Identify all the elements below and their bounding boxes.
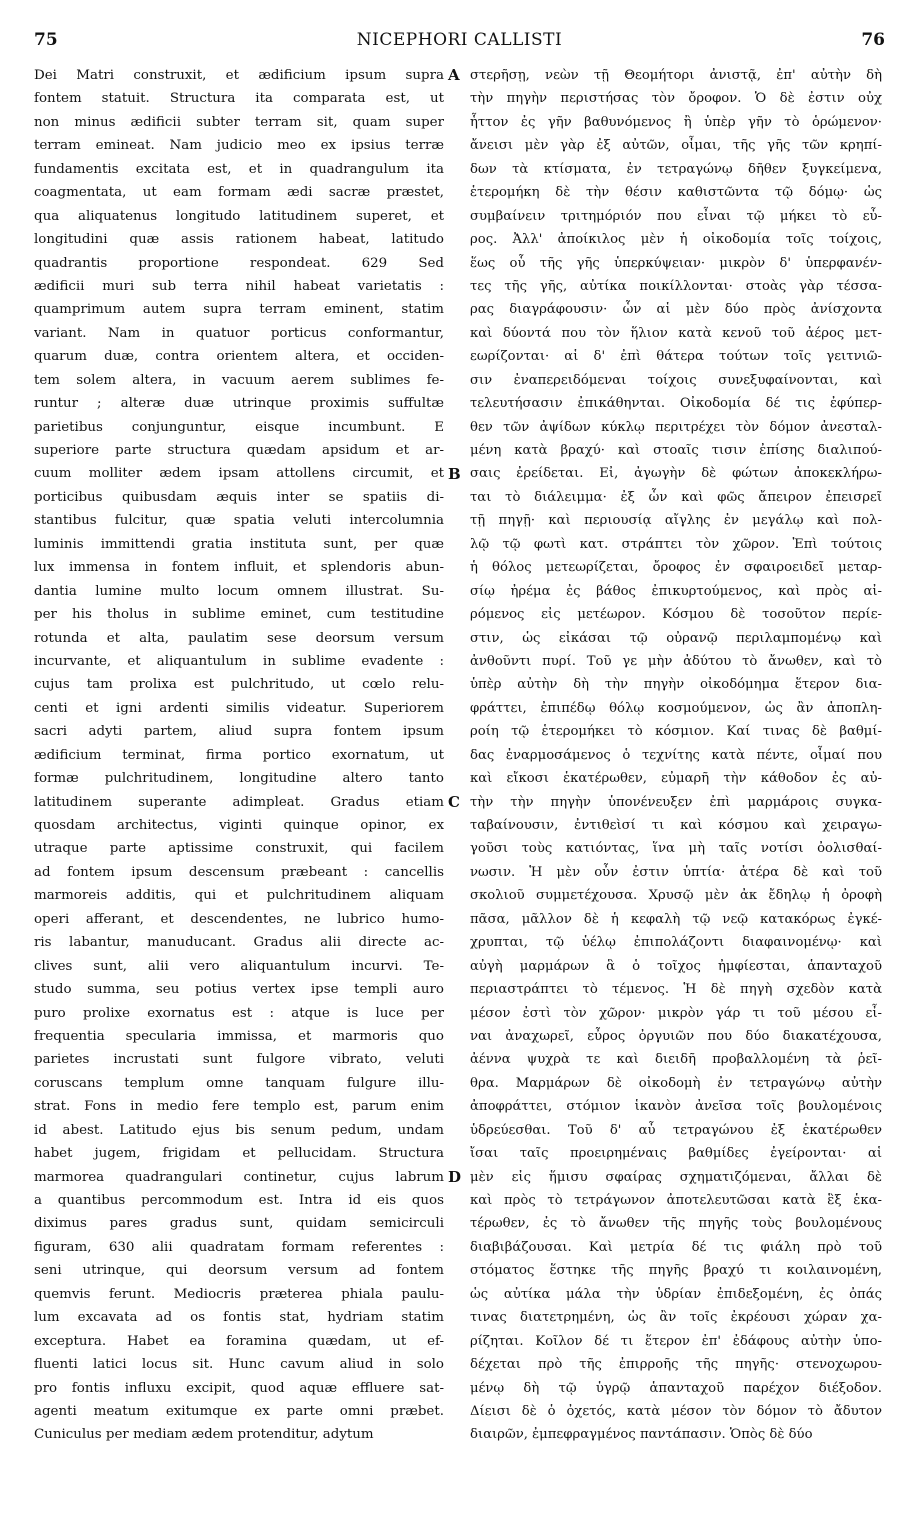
greek-text-line: δων τὰ κτίσματα, ἐν τετραγώνῳ δῆθεν ξυγκείμενα, (470, 161, 882, 177)
greek-column (470, 64, 882, 1447)
greek-text-line: λῷ τῷ φωτὶ κατ. στράπτει τὸν χῶρον. Ἐπὶ τούτοις (470, 536, 882, 552)
latin-text-line: luminis immittendi gratia instituta sunt, per quæ (34, 536, 444, 552)
running-title: NICEPHORI CALLISTI (356, 30, 563, 50)
greek-text-line: καὶ πρὸς τὸ τετράγωνον ἀποτελευτῶσαι κατὰ ἓξ ἑκα- (470, 1193, 882, 1208)
greek-text-line: ταβαίνουσιν, ἐντιθεὶσί τι καὶ κόσμου καὶ χειραγω- (470, 818, 882, 833)
greek-text-line: ἄνεισι μὲν γὰρ ἐξ αὐτῶν, οἶμαι, τῆς γῆς τῶν κρηπί- (470, 138, 882, 154)
latin-text-line: terram emineat. Nam judicio meo ex ipsius terræ (34, 138, 444, 154)
latin-text-line: Cuniculus per mediam ædem protenditur, adytum (34, 1427, 374, 1443)
latin-text-line: parietibus conjunguntur, eisque incumbunt. E (34, 419, 444, 435)
greek-text-line: περιαστράπτει τὸ τέμενος. Ἡ δὲ πηγὴ σχεδὸν κατὰ (470, 982, 882, 998)
latin-text-line: formæ pulchritudinem, longitudine altero tanto (34, 771, 444, 787)
latin-text-line: marmoreis additis, qui et pulchritudinem aliquam (34, 888, 444, 904)
greek-text-line: σίῳ ἠρέμα ἐς βάθος ἐπικυρτούμενος, καὶ πρὸς αἰ- (470, 583, 882, 599)
latin-text-line: clives sunt, alii vero aliquantulum incurvi. Te- (34, 958, 444, 974)
greek-text-line: αὐγὴ μαρμάρων ἃ ὁ τοῖχος ἠμφίεσται, ἁπανταχοῦ (470, 958, 882, 974)
greek-text-line: χρυπται, τῷ ὑέλῳ ἐπιπολάζοντι διαφαινομένῳ· καὶ (470, 935, 882, 951)
greek-text-line: ναι ἀναχωρεῖ, εὖρος ὀργυιῶν που δύο διακατέχουσα, (470, 1028, 882, 1044)
latin-text-line: puro prolixe exornatus est : atque is luce per (34, 1005, 444, 1021)
greek-text-line: ὡς αὐτίκα μάλα τὴν ὑδρίαν ἐπιδεξομένη, ἐς ὀπάς (470, 1286, 882, 1302)
latin-text-line: stantibus fulcitur, quæ spatia veluti intercolumnia (34, 513, 444, 529)
latin-text-line: quadrantis proportione respondeat. 629 Sed (34, 255, 444, 271)
latin-text-line: latitudinem superante adimpleat. Gradus etiam (34, 794, 444, 810)
greek-text-line: εωρίζονται· αἱ δ' ἐπὶ θάτερα τούτων τοῖς γειτνιῶ- (470, 349, 882, 365)
greek-text-line: νωσιν. Ἡ μὲν οὖν ἐστιν ὑπτία· ἀτέρα δὲ καὶ τοῦ (470, 864, 882, 880)
greek-text-line: θεν τῶν ἀψίδων κύκλῳ περιτρέχει τὸν δόμον ἀνεσταλ- (470, 419, 882, 435)
page-header (34, 30, 885, 60)
margin-letter: D (448, 1168, 462, 1187)
latin-text-line: diximus pares gradus sunt, quidam semicirculi (34, 1216, 444, 1232)
latin-text-line: strat. Fons in medio fere templo est, parum enim (34, 1099, 444, 1115)
latin-text-line: dantia lumine multo locum omnem illustrat. Su- (34, 583, 444, 599)
greek-text-line: ὑδρεύεσθαι. Τοῦ δ' αὖ τετραγώνου ἐξ ἑκατέρωθεν (470, 1122, 882, 1138)
greek-text-line: δας ἐναρμοσάμενος ὁ τεχνίτης κατὰ πέντε, οἶμαί που (470, 747, 882, 763)
latin-text-line: ad fontem ipsum descensum præbeant : cancellis (34, 864, 444, 880)
latin-text-line: operi afferant, et descendentes, ne lubrico humo- (34, 911, 444, 927)
latin-column (34, 64, 444, 1447)
latin-text-line: id abest. Latitudo ejus bis senum pedum, undam (34, 1122, 444, 1138)
greek-text-line: ἴσαι ταῖς προειρημέναις βαθμίδες ἐγείρονται· αἱ (470, 1146, 882, 1162)
greek-text-line: ἀποφράττει, στόμιον ἱκανὸν ἀνεῖσα τοῖς βουλομένοις (470, 1099, 882, 1115)
latin-text-line: quosdam architectus, viginti quinque opinor, ex (34, 818, 444, 833)
greek-text-line: ρόμενος εἰς μετέωρον. Κόσμου δὲ τοσοῦτον περίε- (470, 607, 882, 623)
latin-text-line: fontem statuit. Structura ita comparata est, ut (34, 91, 444, 107)
greek-text-line: διαβιβάζουσαι. Καὶ μετρία δέ τις φιάλη πρὸ τοῦ (470, 1239, 882, 1255)
latin-text-line: ædificii muri sub terra nihil habeat varietatis : (34, 278, 444, 294)
latin-text-line: parietes incrustati sunt fulgore vibrato, veluti (34, 1052, 444, 1068)
latin-text-line: seni utrinque, qui deorsum versum ad fontem (34, 1263, 444, 1279)
latin-text-line: habet jugem, frigidam et pellucidam. Structura (34, 1146, 444, 1162)
latin-text-line: tem solem altera, in vacuum aerem sublimes fe- (34, 372, 444, 388)
latin-text-line: superiore parte structura quædam apsidum et ar- (34, 443, 444, 458)
greek-text-line: τες τῆς γῆς, αὐτίκα ποικίλλονται· στοὰς γὰρ τέσσα- (470, 278, 882, 294)
greek-text-line: ἀέννα ψυχρὰ τε καὶ διειδῆ προβαλλομένη τὰ ῥεῖ- (470, 1052, 882, 1068)
latin-text-line: lux immensa in fontem influit, et splendoris abun- (34, 560, 444, 576)
greek-text-line: τινας διατετρημένη, ὡς ἂν τοῖς ἐκρέουσι χώραν χα- (470, 1310, 882, 1326)
latin-text-line: per his tholus in sublime eminet, cum testitudine (34, 607, 444, 623)
greek-text-line: ὑπὲρ αὐτὴν δὴ τὴν πηγὴν οἰκοδόμημα ἕτερον δια- (470, 677, 882, 693)
greek-text-line: ἑτερομήκη δὲ τὴν θέσιν καθιστῶντα τῷ δόμῳ· ὡς (470, 185, 882, 201)
greek-text-line: τῇ πηγῇ· καὶ περιουσίᾳ αἴγλης ἐν μεγάλῳ καὶ πολ- (470, 513, 882, 529)
greek-text-line: ρίζηται. Κοῖλον δέ τι ἕτερον ἐπ' ἐδάφους αὐτὴν ὑπο- (470, 1333, 882, 1349)
latin-text-line: quarum duæ, contra orientem altera, et occiden- (34, 349, 444, 365)
greek-text-line: ἡ θόλος μετεωρίζεται, ὄροφος ἐν σφαιροειδεῖ μεταρ- (470, 560, 882, 576)
greek-text-line: τέρωθεν, ἐς τὸ ἄνωθεν τῆς πηγῆς τοὺς βουλομένους (470, 1216, 882, 1232)
greek-text-line: τὴν τὴν πηγὴν ὑπονένευξεν ἐπὶ μαρμάροις συγκα- (470, 794, 882, 810)
greek-text-line: δέχεται πρὸ τῆς ἐπιρροῆς τῆς πηγῆς· στενοχωρου- (470, 1357, 882, 1373)
latin-text-line: agenti meatum exitumque ex parte omni præbet. (34, 1403, 444, 1419)
latin-text-line: variant. Nam in quatuor porticus conformantur, (34, 325, 444, 341)
greek-text-line: μὲν εἰς ἥμισυ σφαίρας σχηματιζόμεναι, ἄλλαι δὲ (470, 1169, 882, 1185)
latin-text-line: centi et igni ardenti similis videatur. Superiorem (34, 700, 444, 716)
latin-text-line: pro fontis influxu excipit, quod aquæ effluere sat- (34, 1380, 444, 1396)
margin-letter: C (448, 792, 460, 811)
greek-text-line: μένῳ δὴ τῷ ὑγρῷ ἁπανταχοῦ παρέχον διέξοδον. (470, 1380, 882, 1396)
latin-text-line: cuum molliter ædem ipsam attollens circumit, et (34, 466, 444, 482)
latin-text-line: marmorea quadrangulari continetur, cujus labrum (34, 1169, 444, 1185)
greek-text-line: πᾶσα, μᾶλλον δὲ ἡ κεφαλὴ τῷ νεῷ κατακόρως ἐγκέ- (470, 911, 882, 927)
margin-letter: B (448, 464, 461, 483)
latin-text-line: fluenti latici locus sit. Hunc cavum aliud in solo (34, 1357, 444, 1373)
greek-text-line: ροίη τῷ ἑτερομήκει τὸ κόσμιον. Καί τινας δὲ βαθμί- (470, 724, 882, 740)
latin-text-line: a quantibus percommodum est. Intra id eis quos (34, 1193, 444, 1208)
greek-text-line: σαις ἐρείδεται. Εἰ, ἀγωγὴν δὲ φώτων ἀποκεκλήρω- (470, 466, 882, 482)
latin-text-line: qua aliquatenus longitudo latitudinem superet, et (34, 208, 444, 224)
greek-text-line: ρος. Ἀλλ' ἀποίκιλος μὲν ἡ οἰκοδομία τοῖς τοίχοις, (470, 232, 882, 248)
latin-text-line: ris labantur, manuducant. Gradus alii directe ac- (34, 935, 444, 951)
greek-text-line: στιν, ὡς εἰκάσαι τῷ οὐρανῷ περιλαμπομένῳ καὶ (470, 630, 882, 646)
latin-text-line: cujus tam prolixa est pulchritudo, ut cœlo relu- (34, 677, 444, 693)
greek-text-line: σιν ἐναπερειδόμεναι τοίχοις συνεξυφαίνονται, καὶ (470, 372, 882, 388)
latin-text-line: runtur ; alteræ duæ utrinque proximis suffultæ (34, 396, 444, 412)
latin-text-line: coagmentata, ut eam formam ædi sacræ præstet, (34, 185, 444, 201)
latin-text-line: frequentia specularia immissa, et marmoris quo (34, 1028, 444, 1044)
latin-text-line: longitudini quæ assis rationem habeat, latitudo (34, 232, 444, 248)
greek-text-line: τὴν πηγὴν περιστήσας τὸν ὄροφον. Ὁ δὲ ἐστιν οὐχ (470, 91, 882, 107)
latin-text-line: quemvis ferunt. Mediocris præterea phiala paulu- (34, 1286, 444, 1302)
latin-text-line: fundamentis excitata est, et in quadrangulum ita (34, 161, 444, 177)
greek-text-line: μένη κατὰ βραχύ· καὶ στοαῖς τισιν ἐπίσης διαλιπού- (470, 443, 882, 458)
greek-text-line: μέσον ἐστὶ τὸν χῶρον· μικρὸν γάρ τι τοῦ μέσου εἶ- (470, 1005, 882, 1021)
greek-text-line: ἀνθοῦντι πυρί. Τοῦ γε μὴν ἀδύτου τὸ ἄνωθεν, καὶ τὸ (470, 653, 882, 669)
latin-text-line: excepturа. Habet ea foramina quædam, ut ef- (34, 1333, 444, 1349)
latin-text-line: coruscans templum omne tanquam fulgure illu- (34, 1075, 444, 1091)
page-number-left: 75 (34, 30, 58, 50)
page-number-right: 76 (861, 30, 885, 50)
greek-text-line: γοῦσι τοὺς κατιόντας, ἵνα μὴ ταῖς νοτίσι ὀολισθαί- (470, 841, 882, 857)
latin-text-line: figuram, 630 alii quadratam formam referentes : (34, 1239, 444, 1255)
latin-text-line: Dei Matri construxit, et ædificium ipsum supra (34, 68, 444, 83)
greek-text-line: διαιρῶν, ἐμπεφραγμένος παντάπασιν. Ὁπὸς δὲ δύο (470, 1427, 813, 1443)
latin-text-line: lum excavata ad os fontis stat, hydriam statim (34, 1310, 444, 1326)
greek-text-line: ἕως οὗ τῆς γῆς ὑπερκύψειαν· μικρὸν δ' ὑπερφανέν- (470, 255, 882, 271)
greek-text-line: καὶ εἴκοσι ἑκατέρωθεν, εὐμαρῆ τὴν κάθοδον ἐς αὐ- (470, 771, 882, 787)
latin-text-line: ædificium terminat, firma portico exornatum, ut (34, 747, 444, 763)
greek-text-line: ται τὸ διάλειμμα· ἐξ ὧν καὶ φῶς ἄπειρον ἐπεισρεῖ (470, 489, 882, 505)
greek-text-line: φράττει, ἐπιπέδῳ θόλῳ κοσμούμενον, ὡς ἂν ἀποπλη- (470, 700, 882, 716)
greek-text-line: συμβαίνειν τριτημόριόν που εἶναι τῷ μήκει τὸ εὖ- (470, 208, 882, 224)
greek-text-line: τελευτήσασιν ἐπικάθηνται. Οἰκοδομία δέ τις ἐφύπερ- (470, 396, 882, 412)
greek-text-line: στερῆσῃ, νεὼν τῇ Θεομήτορι ἀνιστᾷ, ἐπ' αὐτὴν δὴ (470, 68, 882, 83)
greek-text-line: καὶ δύοντά που τὸν ἥλιον κατὰ κενοῦ τοῦ ἀέρος μετ- (470, 325, 882, 341)
margin-letter: A (448, 66, 460, 84)
greek-text-line: θρα. Μαρμάρων δὲ οἰκοδομὴ ἐν τετραγώνῳ αὐτὴν (470, 1075, 882, 1091)
greek-text-line: Δίεισι δὲ ὁ ὀχετός, κατὰ μέσον τὸν δόμον τὸ ἄδυτον (470, 1403, 882, 1419)
latin-text-line: studo summa, seu potius vertex ipse templi auro (34, 982, 444, 998)
latin-text-line: incurvante, et aliquantulum in sublime evadente : (34, 653, 444, 669)
greek-text-line: ἧττον ἐς γῆν βαθυνόμενος ἢ ὑπὲρ γῆν τὸ ὁρώμενον· (470, 114, 882, 130)
latin-text-line: porticibus quibusdam æquis inter se spatiis di- (34, 489, 444, 505)
greek-text-line: ρας διαγράφουσιν· ὧν αἱ μὲν δύο πρὸς ἀνίσχοντα (470, 302, 882, 318)
latin-text-line: rotunda et alta, paulatim sese deorsum versum (34, 630, 444, 646)
greek-text-line: σκολιοῦ συμμετέχουσα. Χρυσῷ μὲν ἀκ ἔδηλῳ ἡ ὀροφὴ (470, 888, 882, 904)
latin-text-line: sacri adyti partem, aliud supra fontem ipsum (34, 724, 444, 740)
latin-text-line: utraque parte aptissime construxit, qui facilem (34, 841, 444, 857)
latin-text-line: quamprimum autem supra terram eminent, statim (34, 302, 444, 318)
latin-text-line: non minus ædificii subter terram sit, quam super (34, 114, 444, 130)
greek-text-line: στόματος ἕστηκε τῆς πηγῆς βραχύ τι κοιλαινομένη, (470, 1263, 882, 1279)
